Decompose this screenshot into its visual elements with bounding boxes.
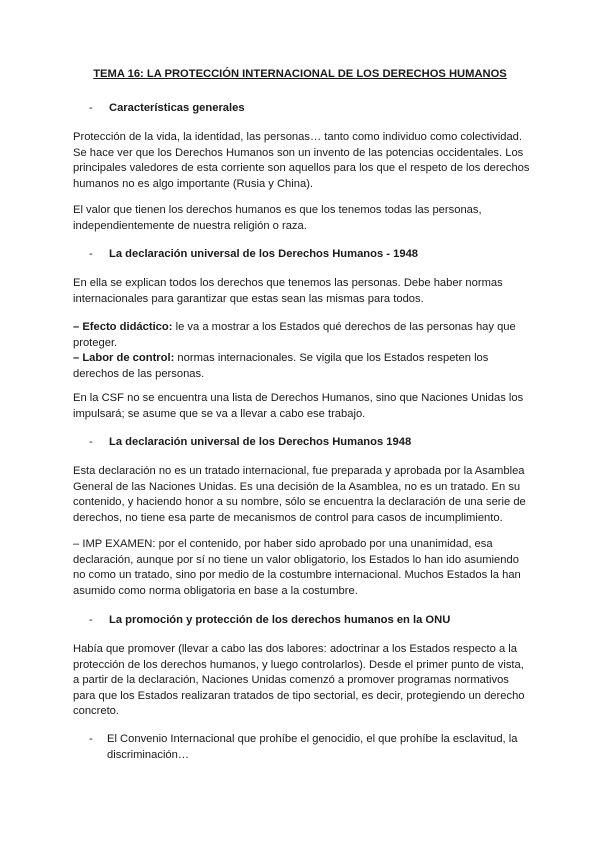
text-line: principales valedores de esta corriente son aquellos para los que el respeto de los derechos [73, 162, 530, 175]
text-line: contenido, y haciendo honor a su nombre, sólo se encuentra la declaración de una serie de [73, 496, 526, 509]
heading-text: La promoción y protección de los derechos humanos en la ONU [109, 614, 451, 626]
text-line: derechos, no tiene esa parte de mecanismos de control para casos de incumplimiento. [73, 511, 503, 524]
paragraph [73, 203, 533, 234]
dash-marker: - [89, 436, 93, 448]
efecto-label: – Efecto didáctico: [73, 321, 173, 333]
section-heading-promocion-onu [89, 614, 450, 626]
heading-text: Características generales [109, 102, 245, 114]
section-heading-declaracion-1948-b [89, 436, 411, 448]
text-line: independientemente de nuestra religión o raza. [73, 219, 307, 232]
text-line: Esta declaración no es un tratado internacional, fue preparada y aprobada por la Asamblea [73, 465, 525, 477]
text-line: impulsará; se asume que se va a llevar a cabo ese trabajo. [73, 407, 366, 420]
paragraph-efectos [73, 320, 533, 382]
labor-label: – Labor de control: [73, 352, 175, 365]
dash-marker: - [89, 102, 93, 114]
text-line: derechos de las personas. [73, 367, 205, 380]
text-line: declaración, aunque por sí no tiene un valor obligatorio, los Estados lo han ido asumiendo [73, 553, 519, 566]
heading-text: La declaración universal de los Derechos Humanos - 1948 [109, 248, 419, 260]
text-line: – IMP EXAMEN: por el contenido, por haber sido aprobado por una unanimidad, esa [73, 538, 493, 550]
dash-marker: - [89, 614, 93, 626]
paragraph [73, 130, 533, 192]
text-line: protección de los derechos humanos, y luego controlarlos). Desde el primer punto de vista, [73, 658, 524, 671]
paragraph [73, 464, 533, 526]
text-line: humanos no es algo importante (Rusia y China). [73, 177, 314, 190]
heading-text: La declaración universal de los Derechos Humanos 1948 [109, 436, 412, 448]
labor-text: normas internacionales. Se vigila que los Estados respeten los [174, 352, 489, 365]
dash-marker: - [89, 733, 93, 745]
text-line: Protección de la vida, la identidad, las personas… tanto como individuo como colectividad. [73, 131, 522, 143]
paragraph-imp-examen [73, 537, 533, 599]
text-line: no como un tratado, sino por medio de la costumbre internacional. Muchos Estados la han [73, 569, 521, 582]
text-line: Había que promover (llevar a cabo las dos labores: adoctrinar a los Estados respecto a la [73, 643, 518, 655]
text-line: El Convenio Internacional que prohíbe el genocidio, el que prohíbe la esclavitud, la [107, 733, 518, 745]
text-line: concreto. [73, 705, 120, 718]
page-title: TEMA 16: LA PROTECCIÓN INTERNACIONAL DE LOS DERECHOS HUMANOS [93, 68, 507, 80]
text-line: asumido como norma obligatoria en base a la costumbre. [73, 584, 358, 597]
text-line [73, 351, 533, 367]
text-line: Se hace ver que los Derechos Humanos son un invento de las potencias occidentales. Los [73, 146, 524, 159]
section-heading-declaracion-1948 [89, 248, 418, 260]
section-heading-caracteristicas [89, 102, 245, 114]
text-line: internacionales para garantizar que estas sean las mismas para todos. [73, 292, 424, 305]
paragraph [73, 642, 533, 720]
dash-marker: - [89, 248, 93, 260]
text-line: discriminación… [107, 748, 190, 761]
text-line: El valor que tienen los derechos humanos es que los tenemos todas las personas, [73, 204, 482, 216]
paragraph [73, 276, 533, 307]
text-line: a partir de la declaración, Naciones Unidas comenzó a promover programas normativos [73, 674, 509, 687]
text-line: para que los Estados realizaran tratados de tipo sectorial, es decir, protegiendo un derecho [73, 689, 525, 702]
text-line: En ella se explican todos los derechos que tenemos las personas. Debe haber normas [73, 277, 503, 289]
text-line: General de las Naciones Unidas. Es una decisión de la Asamblea, no es un tratado. En su [73, 480, 521, 493]
text-line: En la CSF no se encuentra una lista de Derechos Humanos, sino que Naciones Unidas los [73, 392, 524, 404]
list-item-text [107, 732, 527, 763]
text-line [73, 320, 533, 336]
paragraph [73, 391, 533, 422]
text-line: proteger. [73, 336, 118, 349]
efecto-text: le va a mostrar a los Estados qué derechos de las personas hay que [172, 321, 516, 333]
